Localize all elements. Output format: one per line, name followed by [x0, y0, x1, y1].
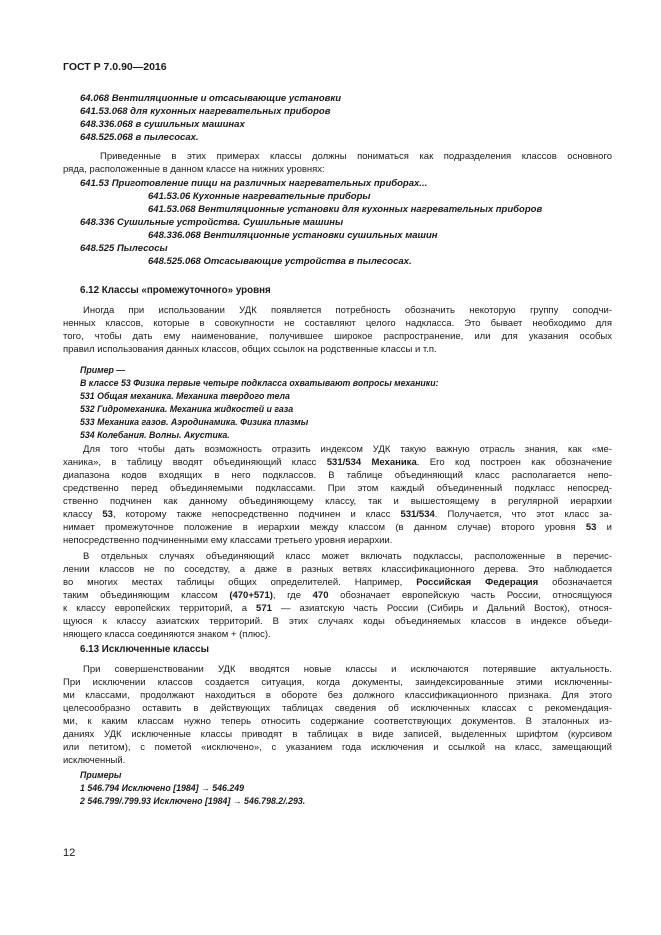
text-line: правил использования данных классов, общих ссылок на родственные классы и т.п. [63, 344, 437, 355]
text-span: и [596, 522, 612, 533]
hierarchy-entry: 648.525 Пылесосы [80, 243, 168, 254]
text-line: того, чтобы дать ему наименование, получившее широкое распространение, или для указания особых [63, 331, 612, 342]
bold-term: Российская Федерация [416, 577, 539, 588]
text-span: ственно подчинен как данному объединяющему классу, так и вышестоящему в регулярной иерархии [63, 496, 612, 507]
bold-term: 53 [585, 522, 597, 533]
text-span: обозначается [538, 577, 612, 588]
hierarchy-entry: 648.525.068 Отсасывающие устройства в пылесосах. [148, 256, 412, 267]
example-label: Пример — [80, 365, 126, 375]
text-span: во многих местах таблицы общих определителей. Например, [63, 577, 417, 588]
text-line: или петитом), с пометой «исключено», с указанием года исключения и ссылкой на класс, замещающий [63, 742, 612, 753]
bold-term: 53 [102, 509, 113, 520]
text-span: ханика», в таблицу вводят объединяющий класс [63, 457, 327, 468]
text-line [63, 495, 612, 508]
text-line: ряда, расположенные в данном классе на нижних уровнях: [63, 164, 325, 175]
example-line: 648.336.068 в сушильных машинах [80, 119, 245, 130]
section-title-6-12: 6.12 Классы «промежуточного» уровня [80, 285, 271, 296]
text-line: При совершенствовании УДК вводятся новые классы и исключаются потерявшие актуальность. [83, 664, 612, 675]
example-item: 1 546.794 Исключено [1984] → 546.249 [80, 783, 245, 793]
section-title-6-13: 6.13 Исключенные классы [80, 644, 209, 655]
example-line: 64.068 Вентиляционные и отсасывающие установки [80, 93, 342, 104]
text-span: , которому также непосредственно подчинен и класс [112, 509, 401, 520]
example-item: 2 546.799/.799.93 Исключено [1984] → 546.798.2/.293. [80, 796, 306, 806]
text-line [63, 482, 612, 495]
text-span: непосредственно подчиненными ему классами третьего уровня иерархии. [63, 535, 393, 546]
text-line: целесообразно оставить в действующих таблицах сведения об исключенных классах с рекомендация- [63, 703, 612, 714]
hierarchy-entry: 648.336 Сушильные устройства. Сушильные машины [80, 217, 344, 228]
text-span: лении классов не по соседству, а даже в разных ветвях классификационного дерева. Это наблюдается [63, 564, 612, 575]
text-line [63, 550, 612, 563]
text-line [63, 602, 612, 615]
page-number: 12 [63, 847, 76, 859]
text-line [63, 563, 612, 576]
text-line [63, 589, 612, 602]
text-span: . Получается, что этот класс за- [434, 509, 612, 520]
text-line: При исключении классов создается ситуация, когда документы, заиндексированные этими исключенны- [63, 677, 612, 688]
text-line: ненных классов, которые в совокупности не составляют целого надкласса. Это бывает необходимо для [63, 318, 612, 329]
text-span: к классу европейских территорий, а [63, 603, 257, 614]
example-item: 534 Колебания. Волны. Акустика. [80, 430, 230, 440]
text-line [63, 456, 612, 469]
text-span: классу [63, 509, 103, 520]
text-line [63, 508, 612, 521]
bold-term: (470+571) [229, 590, 273, 601]
text-span: нимает промежуточное положение в иерархии между классом (в данном случае) второго уровня [63, 522, 586, 533]
text-span: щуюся к классу азиатских территорий. В этих случаях коды объединяемых классов в индексе объеди- [63, 616, 612, 627]
text-line [63, 443, 612, 456]
document-header: ГОСТ Р 7.0.90—2016 [63, 61, 167, 73]
text-line: Иногда при использовании УДК появляется потребность обозначить некоторую группу соподчи- [83, 305, 612, 316]
example-line: 641.53.068 для кухонных нагревательных приборов [80, 106, 331, 117]
example-excluded [80, 769, 612, 808]
bold-term: 531/534 Механика [326, 457, 417, 468]
example-item: 531 Общая механика. Механика твердого тела [80, 391, 290, 401]
paragraph-intro-612 [63, 304, 612, 356]
bold-term: 470 [312, 590, 329, 601]
hierarchy-entry: 641.53.068 Вентиляционные установки для кухонных нагревательных приборов [148, 204, 543, 215]
example-label: Примеры [80, 770, 122, 780]
text-span: . Его код построен как обозначение [416, 457, 612, 468]
text-span: В отдельных случаях объединяющий класс может включать подклассы, расположенные в перечис- [83, 551, 612, 562]
example-item: 533 Механика газов. Аэродинамика. Физика плазмы [80, 417, 309, 427]
example-line: 648.525.068 в пылесосах. [80, 132, 199, 143]
text-line [63, 628, 612, 641]
text-line: даниях УДК исключенные классы приводят в таблицах в виде записей, выделенных шрифтом (курсивом [63, 729, 612, 740]
text-line [63, 521, 612, 534]
bold-term: 531/534 [400, 509, 435, 520]
text-span: няющего класса соединяются знаком + (плюс). [63, 629, 271, 640]
hierarchy-entry: 641.53 Приготовление пищи на различных нагревательных приборах... [80, 178, 428, 189]
hierarchy-entry: 648.336.068 Вентиляционные установки сушильных машин [148, 230, 438, 241]
text-line: исключенный. [63, 755, 126, 766]
example-physics [80, 364, 612, 442]
text-line: ми классами, продолжают находиться в обороте без должного классификационного признака. Для этого [63, 690, 612, 701]
text-line: ми, к каким классам нужно теперь относить содержание соответствующих документов. В эталонных из- [63, 716, 612, 727]
text-line [63, 469, 612, 482]
bold-term: 571 [256, 603, 272, 614]
text-span: — азиатскую часть России (Сибирь и Дальний Восток), относя- [271, 603, 612, 614]
example-list [80, 92, 612, 144]
paragraph-explanation [63, 150, 612, 176]
paragraph-mechanics [63, 443, 612, 547]
text-span: , где [272, 590, 313, 601]
text-span: таким объединяющим классом [63, 590, 230, 601]
text-span: Для того чтобы дать возможность отразить индексом УДК такую важную отрасль знания, как «ме- [83, 444, 612, 455]
text-span: средственно перед объединяемыми подклассами. При этом каждый объединенный подкласс непосред- [63, 483, 612, 494]
text-line: Приведенные в этих примерах классы должны пониматься как подразделения классов основного [100, 151, 612, 162]
text-span: диапазона кодов входящих в него подклассов. В таблице объединяющий класс располагается непо- [63, 470, 612, 481]
paragraph-excluded [63, 663, 612, 767]
paragraph-russia [63, 550, 612, 641]
text-line [63, 576, 612, 589]
hierarchy-entry: 641.53.06 Кухонные нагревательные приборы [148, 191, 371, 202]
example-item: 532 Гидромеханика. Механика жидкостей и газа [80, 404, 294, 414]
text-line [63, 534, 612, 547]
text-span: обозначает европейскую часть России, относящуюся [328, 590, 612, 601]
class-hierarchy [80, 177, 612, 268]
text-line [63, 615, 612, 628]
example-intro: В классе 53 Физика первые четыре подкласса охватывают вопросы механики: [80, 378, 439, 388]
